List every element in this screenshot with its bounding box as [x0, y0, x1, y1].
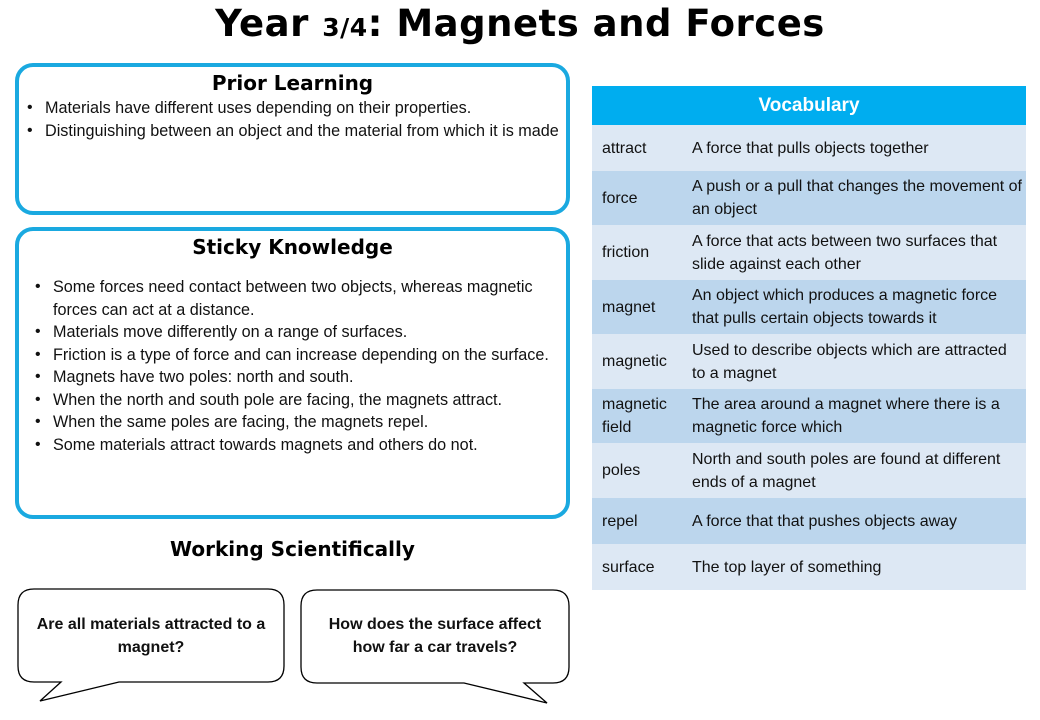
vocabulary-table — [592, 86, 1026, 590]
title-year: 3/4 — [322, 13, 368, 42]
speech-bubble-question-2 — [299, 588, 571, 708]
list-item: • Some materials attract towards magnets and others do not. — [29, 434, 560, 457]
speech-bubble-question-1 — [16, 588, 286, 708]
table-row — [592, 498, 1026, 544]
table-row — [592, 225, 1026, 280]
sticky-knowledge-heading: Sticky Knowledge — [192, 235, 393, 259]
table-row — [592, 171, 1026, 225]
title-prefix: Year — [215, 2, 323, 45]
table-row — [592, 544, 1026, 590]
vocab-term: friction — [602, 244, 650, 261]
list-item: • Magnets have two poles: north and south. — [29, 366, 560, 389]
vocab-definition: North and south poles are found at different ends of a magnet — [692, 450, 1001, 491]
vocab-definition: An object which produces a magnetic force that pulls certain objects towards it — [692, 287, 998, 327]
vocab-definition: The area around a magnet where there is a magnetic force which — [692, 396, 1000, 436]
title-suffix: : Magnets and Forces — [367, 2, 825, 45]
table-row — [592, 389, 1026, 443]
list-item: • Materials move differently on a range of surfaces. — [29, 321, 560, 344]
vocab-term: force — [602, 189, 638, 207]
question-text: How does the surface affect how far a car travels? — [328, 615, 542, 656]
vocab-definition: Used to describe objects which are attracted to a magnet — [692, 341, 1007, 382]
vocab-definition: A force that acts between two surfaces that slide against each other — [692, 232, 998, 273]
vocab-term: repel — [602, 512, 638, 530]
page-title — [0, 2, 1040, 45]
prior-learning-list — [21, 97, 566, 142]
list-item: • When the north and south pole are facing, the magnets attract. — [29, 389, 560, 412]
table-row — [592, 443, 1026, 498]
list-item: • When the same poles are facing, the magnets repel. — [29, 411, 560, 434]
sticky-knowledge-list — [29, 276, 560, 456]
vocab-term: magnet — [602, 298, 656, 316]
vocab-definition: A force that that pushes objects away — [692, 512, 958, 530]
sticky-knowledge-box — [15, 227, 570, 519]
prior-learning-heading: Prior Learning — [211, 71, 374, 95]
table-row — [592, 334, 1026, 389]
vocab-term: attract — [602, 139, 647, 157]
vocab-definition: The top layer of something — [692, 558, 882, 576]
list-item: • Some forces need contact between two objects, whereas magnetic forces can act at a distance. — [29, 276, 560, 321]
vocabulary-heading: Vocabulary — [592, 86, 1026, 125]
list-item: • Friction is a type of force and can increase depending on the surface. — [29, 344, 560, 367]
vocab-term: surface — [602, 558, 655, 576]
vocab-definition: A force that pulls objects together — [692, 139, 929, 157]
vocab-term: magnetic — [602, 353, 667, 370]
prior-learning-box — [15, 63, 570, 215]
table-row — [592, 125, 1026, 171]
working-scientifically-heading: Working Scientifically — [170, 537, 415, 561]
vocab-term: magnetic field — [602, 396, 667, 436]
question-text: Are all materials attracted to a magnet? — [36, 615, 266, 656]
table-row — [592, 280, 1026, 334]
list-item: • Materials have different uses depending on their properties. — [21, 97, 566, 120]
vocab-definition: A push or a pull that changes the movement of an object — [692, 178, 1022, 218]
list-item: • Distinguishing between an object and the material from which it is made — [21, 120, 566, 143]
vocab-term: poles — [602, 462, 641, 479]
